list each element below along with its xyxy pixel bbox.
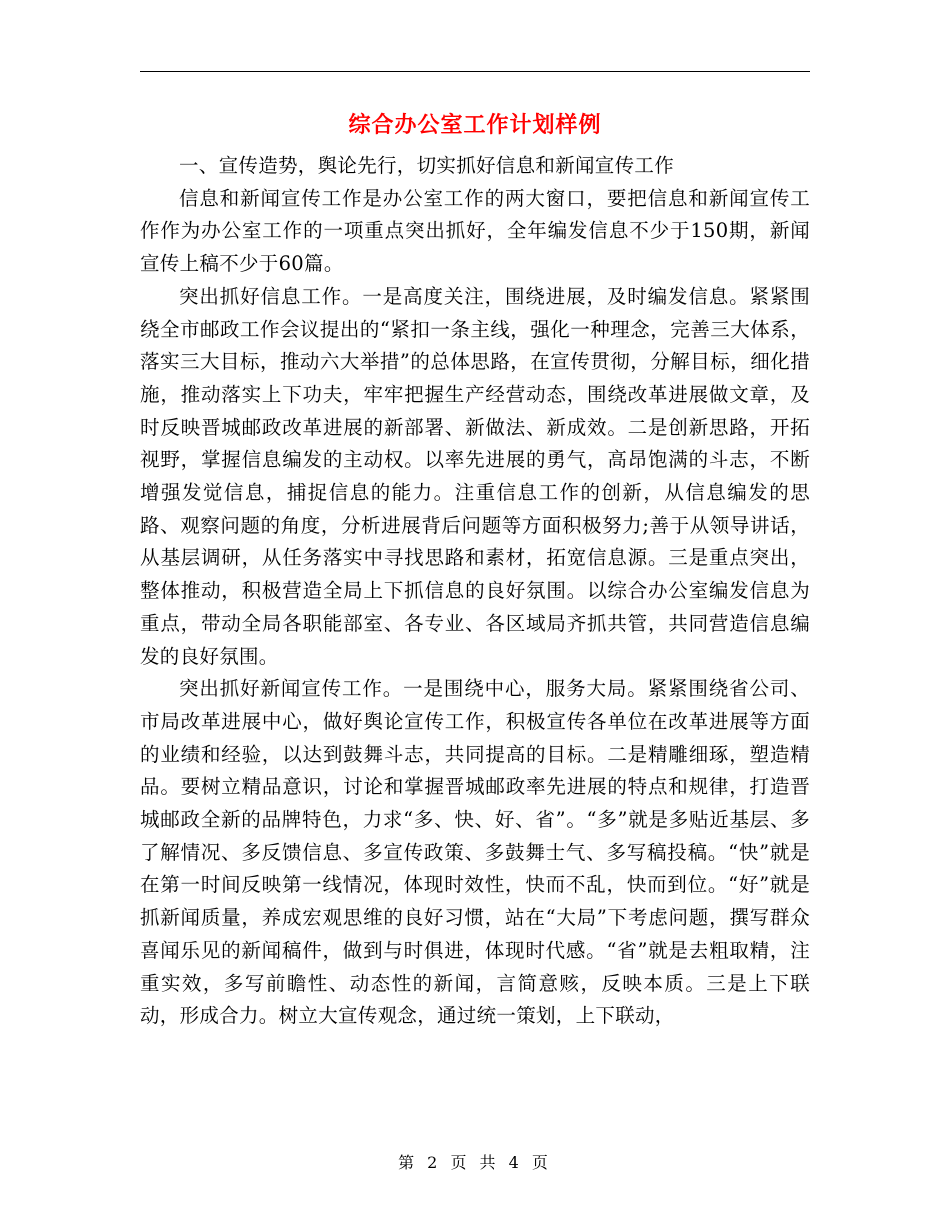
document-body — [140, 150, 810, 1033]
document-title: 综合办公室工作计划样例 — [348, 112, 602, 138]
page-number-footer: 第 2 页 共 4 页 — [398, 1153, 552, 1172]
paragraph-information-work: 突出抓好信息工作。一是高度关注，围绕进展，及时编发信息。紧紧围绕全市邮政工作会议提出的“紧扣一条主线，强化一种理念，完善三大体系，落实三大目标，推动六大举措”的总体思路，在宣传贯彻，分解目标，细化措施，推动落实上下功夫，牢牢把握生产经营动态，围绕改革进展做文章，及时反映晋城邮政改革进展的新部署、新做法、新成效。二是创新思路，开拓视野，掌握信息编发的主动权。以率先进展的勇气，高昂饱满的斗志，不断增强发觉信息，捕捉信息的能力。注重信息工作的创新，从信息编发的思路、观察问题的角度，分析进展背后问题等方面积极努力;善于从领导讲话，从基层调研，从任务落实中寻找思路和素材，拓宽信息源。三是重点突出，整体推动，积极营造全局上下抓信息的良好氛围。以综合办公室编发信息为重点，带动全局各职能部室、各专业、各区域局齐抓共管，共同营造信息编发的良好氛围。 — [140, 284, 810, 668]
header-rule — [140, 71, 810, 72]
paragraph-news-work: 突出抓好新闻宣传工作。一是围绕中心，服务大局。紧紧围绕省公司、市局改革进展中心，做好舆论宣传工作，积极宣传各单位在改革进展等方面的业绩和经验，以达到鼓舞斗志，共同提高的目标。二是精雕细琢，塑造精品。要树立精品意识，讨论和掌握晋城邮政率先进展的特点和规律，打造晋城邮政全新的品牌特色，力求“多、快、好、省”。“多”就是多贴近基层、多了解情况、多反馈信息、多宣传政策、多鼓舞士气、多写稿投稿。“快”就是在第一时间反映第一线情况，体现时效性，快而不乱，快而到位。“好”就是抓新闻质量，养成宏观思维的良好习惯，站在“大局”下考虑问题，撰写群众喜闻乐见的新闻稿件，做到与时俱进，体现时代感。“省”就是去粗取精，注重实效，多写前瞻性、动态性的新闻，言简意赅，反映本质。三是上下联动，形成合力。树立大宣传观念，通过统一策划，上下联动， — [140, 677, 810, 1028]
section-heading: 一、宣传造势，舆论先行，切实抓好信息和新闻宣传工作 — [179, 154, 675, 177]
paragraph-intro: 信息和新闻宣传工作是办公室工作的两大窗口，要把信息和新闻宣传工作作为办公室工作的一项重点突出抓好，全年编发信息不少于150期，新闻宣传上稿不少于60篇。 — [140, 186, 810, 276]
